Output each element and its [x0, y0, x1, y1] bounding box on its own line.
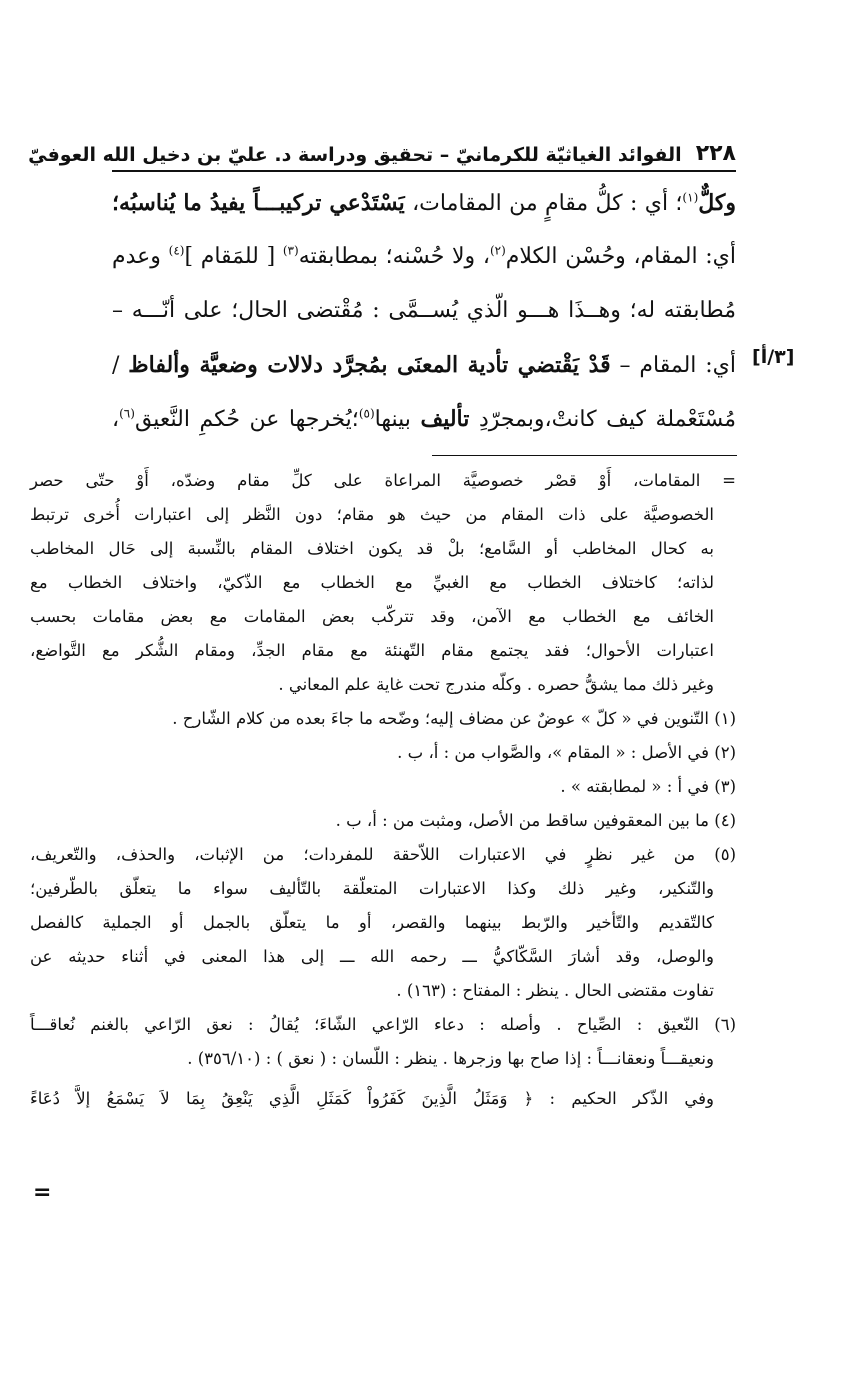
running-title: الفوائد الغياثيّة للكرمانيّ – تحقيق ودراسة د. عليّ بن دخيل الله العوفيّ [28, 144, 682, 166]
footnote-5-line: كالتّقديم والتّأخير والرّبط بينهما والقصر، أو ما يتعلّق بالجمل أو الجملية كالفصل [30, 913, 714, 932]
manuscript-folio-note: [٣/أ] [752, 346, 795, 368]
footnote-5: (٥) من غير نظرٍ في الاعتبارات اللاّحقة للمفردات؛ من الإثبات، والحذف، والتّعريف، [30, 845, 736, 864]
footnote-5-line: تفاوت مقتضى الحال . ينظر : المفتاح : (١٦٣) . [396, 981, 714, 1000]
commentary-text: ؛يُخرجها عن حُكمِ النَّعيق [134, 407, 359, 432]
footnote-ref-6: (٦) [119, 406, 135, 421]
commentary-text: بينها [374, 407, 421, 432]
footnote-4: (٤) ما بين المعقوفين ساقط من الأصل، ومثبت من : أ، ب . [335, 811, 736, 830]
footnote-1: (١) التّنوين في « كلّ » عوضٌ عن مضاف إليه؛ وضّحه ما جاءَ بعده من كلام الشّارح . [172, 709, 736, 728]
commentary-text: ، [112, 407, 120, 432]
main-line-3 [112, 284, 736, 338]
footnote-ref-3: (٣) [282, 243, 299, 258]
footnote-continued-line: الخصوصيَّة على ذات المقام من حيث هو مقام؛ دون النَّظر إلى اعتبارات أُخرى ترتبط [30, 505, 714, 524]
footnote-6-line: وفي الذّكر الحكيم : ﴿ وَمَثَلُ الَّذِينَ كَفَرُواْ كَمَثَلِ الَّذِي يَنْعِقُ بِمَا لاَ يَسْمَعُ إلاَّ دُعَاءً [30, 1089, 714, 1108]
footnote-ref-1: (١) [682, 190, 699, 205]
footnote-continued-line: = المقامات، أَوْ قصْر خصوصيَّة المراعاة على كلِّ مقام وضدّه، أَوْ حتّى حصر [30, 471, 736, 490]
commentary-text: مُسْتَعْملة كيف كانتْ،وبمجرّدِ [469, 407, 736, 432]
footnote-ref-4: (٤) [168, 243, 185, 258]
footnote-3: (٣) في أ : « لمطابقته » . [560, 777, 736, 796]
footnote-6-line: ونعيقـــاً ونعقانـــاً : إذا صاح بها وزجرها . ينظر : اللّسان : ( نعق ) : (٣٥٦/١٠) . [187, 1049, 714, 1068]
commentary-text: وعدم [112, 244, 169, 269]
footnote-6: (٦) النّعيق : الصِّياح . وأصله : دعاء الرّاعي الشّاءَ؛ يُقالُ : نعق الرّاعي بالغنم نُعاقـــاً [30, 1015, 736, 1034]
commentary-text: ؛ أي : كلُّ مقامٍ من المقامات، [404, 191, 683, 216]
footnote-continued-line: به كحال المخاطب أو السَّامع؛ بلْ قد يكون اختلاف المقام بالنِّسبة إلى حَال المخاطب [30, 539, 714, 558]
footnote-continued-line: اعتبارات الأحوال؛ فقد يجتمع مقام التّهنئة مع مقام الجدِّ، ومقام الشُّكر مع التَّواضع، [30, 641, 714, 660]
page-header [28, 128, 736, 166]
folio-break-slash: / [112, 353, 129, 378]
main-line-4 [112, 338, 736, 392]
footnote-2: (٢) في الأصل : « المقام »، والصَّواب من : أ، ب . [397, 743, 736, 762]
header-rule [112, 170, 736, 172]
lemma-text: تأليف [420, 406, 470, 432]
footnote-continued-line: لذاته؛ كاختلاف الخطاب مع الغبيِّ مع الخطاب مع الذّكيّ، واختلاف الخطاب مع [30, 573, 714, 592]
main-line-1 [112, 176, 736, 230]
main-text [112, 176, 736, 446]
main-line-2 [112, 230, 736, 284]
commentary-text: [ للمَقام ] [184, 244, 283, 269]
footnote-ref-2: (٢) [489, 243, 506, 258]
page-number: ٢٢٨ [695, 141, 736, 166]
main-line-5 [112, 392, 736, 446]
footnote-5-line: والوصل، وقد أشارَ السَّكّاكيُّ ـــ رحمه الله ـــ إلى هذا المعنى في أثناء حديثه عن [30, 947, 714, 966]
footnote-continued-line: وغير ذلك مما يشقُّ حصره . وكلّه مندرج تحت غاية علم المعاني . [278, 675, 714, 694]
footnote-ref-5: (٥) [358, 406, 375, 421]
continuation-mark: = [33, 1180, 52, 1205]
footnotes [30, 464, 736, 1116]
footnote-continued-line: الخائف مع الخطاب مع الآمن، وقد تتركّب بعض المقامات مع بعض مقامات بحسب [30, 607, 714, 626]
commentary-text: أي: المقام – [610, 353, 737, 378]
commentary-text: ، ولا حُسْنه؛ بمطابقته [298, 244, 490, 269]
lemma-kull: وكلٌّ [698, 190, 737, 216]
footnote-5-line: والتّنكير، وغير ذلك وكذا الاعتبارات المتعلّقة بالتّأليف سواء ما يتعلّق بالطّرفين؛ [30, 879, 714, 898]
lemma-text: قَدْ يَقْتضي تأدية المعنَى بمُجرَّد دلالات وضعيَّة وألفاظ [128, 352, 611, 378]
commentary-text: أي: المقام، وحُسْن الكلام [505, 244, 737, 269]
footnote-separator [432, 455, 737, 456]
lemma-text: يَسْتَدْعي تركيبـــاً يفيدُ ما يُناسبُه؛ [112, 190, 405, 216]
commentary-text: مُطابقته له؛ وهــذَا هـــو الّذي يُســمَّى : مُقْتضى الحال؛ على أنّـــه – [112, 298, 736, 323]
